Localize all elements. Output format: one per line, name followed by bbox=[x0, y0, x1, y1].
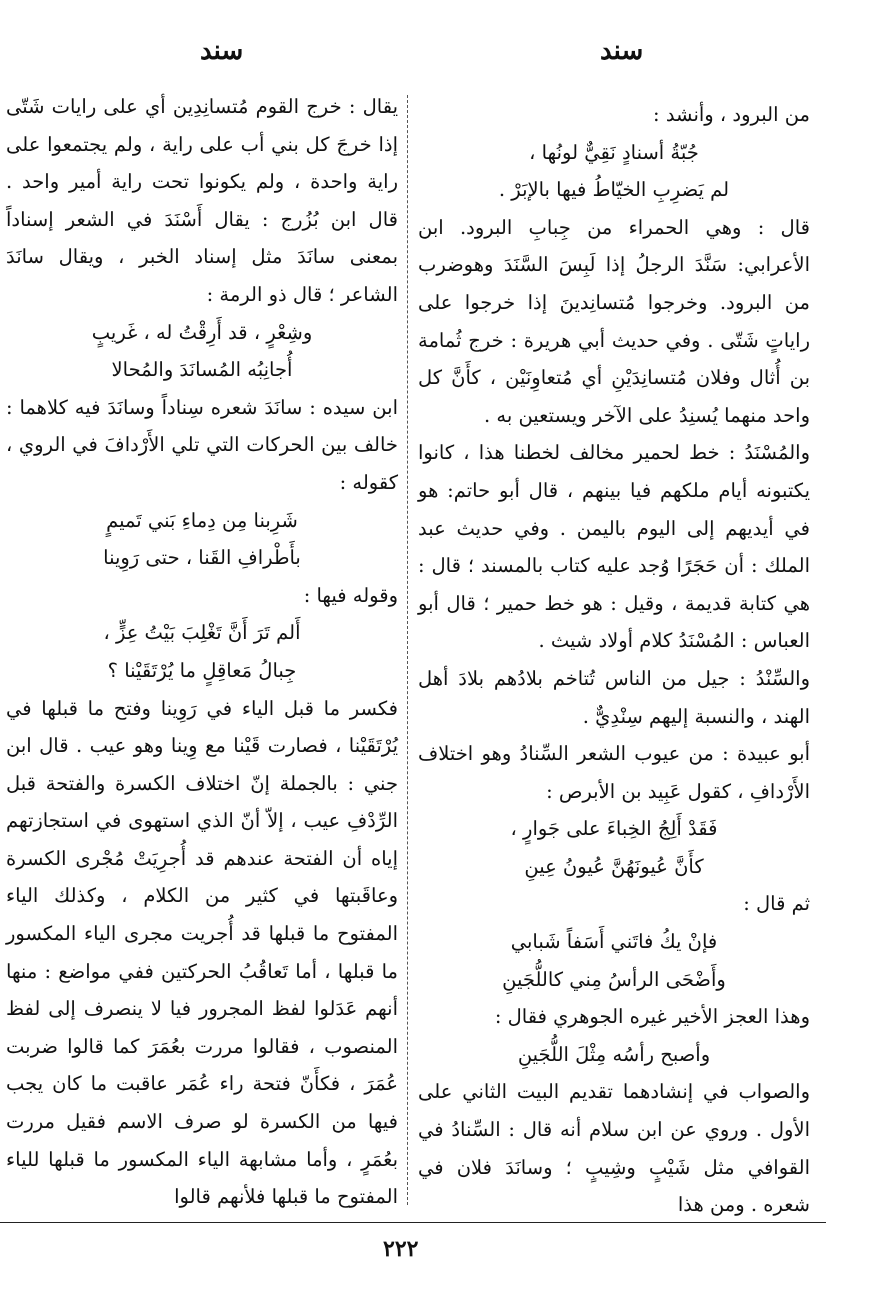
verse-line: وأَضْحَى الرأسُ مِني كاللُّجَينِ bbox=[502, 967, 726, 991]
paragraph: قال : وهي الحمراء من جِبابِ البرود. ابن الأعرابي: سَنَّدَ الرجلُ إذا لَبِسَ السَّنَدَ وهوضرب من البرود. وخرجوا مُتسانِدينَ إذا خرجوا على راياتٍ شَتّى . وفي حديث أبي هريرة : خرج ثُمامة بن أُثال وفلان مُتسانِدَيْنِ أي مُتعاوِنَيْن ، كأَنَّ كل واحد منهما يُسنِدُ على الآخر ويستعين به . bbox=[418, 215, 810, 427]
paragraph: والصواب في إنشادهما تقديم البيت الثاني على الأول . وروي عن ابن سلام أنه قال : السِّنادُ في القوافي مثل شَيْبٍ وشِيبٍ ؛ وسانَدَ فلان في شعره . ومن هذا bbox=[418, 1080, 810, 1217]
verse-line: شَرِبنا مِن دِماءِ بَني تَميمٍ bbox=[106, 508, 298, 532]
verse bbox=[6, 614, 398, 689]
right-column bbox=[418, 96, 810, 1224]
verse-line: وشِعْرٍ ، قد أَرِقْتُ له ، غَريبٍ bbox=[91, 320, 313, 344]
verse bbox=[418, 1036, 810, 1074]
paragraph: وهذا العجز الأخير غيره الجوهري فقال : bbox=[494, 1005, 810, 1029]
verse bbox=[6, 502, 398, 577]
verse-line: لم يَضرِبِ الخيّاطُ فيها بالإبَرْ . bbox=[498, 178, 730, 202]
paragraph: من البرود ، وأنشد : bbox=[653, 103, 810, 126]
header-word-left: سند bbox=[200, 36, 244, 66]
verse bbox=[418, 134, 810, 209]
verse-line: جُبّةُ أسنادٍ نَقِيٌّ لونُها ، bbox=[529, 140, 699, 164]
verse-line: فإنْ يكُ فاتَني أَسَفاً شَبابي bbox=[510, 930, 718, 954]
paragraph: والسِّنْدُ : جيل من الناس تُتاخم بلادُهم بلادَ أهل الهند ، والنسبة إليهم سِنْدِيٌّ . bbox=[418, 666, 810, 728]
verse-line: بأَطْرافِ القَنا ، حتى رَوِينا bbox=[103, 546, 301, 570]
verse-line: أُجانِبُه المُسانَدَ والمُحالا bbox=[111, 358, 293, 382]
paragraph: والمُسْنَدُ : خط لحمير مخالف لخطنا هذا ، كانوا يكتبونه أيام ملكهم فيا بينهم ، قال أبو حاتم: هو في أيديهم إلى اليوم باليمن . وفي حديث عبد الملك : أن حَجَرًا وُجد عليه كتاب بالمسند ؛ قال : هي كتابة قديمة ، وقيل : هو خط حمير ؛ قال أبو العباس : المُسْنَدُ كلام أولاد شيث . bbox=[418, 441, 810, 653]
verse-line: أَلم تَرَ أَنَّ تَغْلِبَ بَيْتُ عِزٍّ ، bbox=[103, 621, 301, 645]
footer-rule bbox=[0, 1222, 826, 1223]
verse bbox=[418, 810, 810, 885]
verse-line: فَقَدْ أَلِجُ الخِباءَ على جَوارٍ ، bbox=[510, 817, 718, 841]
paragraph: فكسر ما قبل الياء في رَوِينا وفتح ما قبلها في يُرْتَقَيْنا ، فصارت قَيْنا مع وِينا وهو عيب . قال ابن جني : بالجملة إنّ اختلاف الكسرة والفتحة قبل الرِّدْفِ عيب ، إلاّ أنّ الذي استهوى في استجازتهم إياه أن الفتحة عندهم قد أُجرِيَتْ مُجْرى الكسرة وعاقَبتها في كثير من الكلام ، وكذلك الياء المفتوح ما قبلها قد أُجريت مجرى الياء المكسور ما قبلها ، أما تَعاقُبُ الحركتين ففي مواضع : منها أنهم عَدَلوا لفظ المجرور فيا لا ينصرف إلى لفظ المنصوب ، فقالوا مررت بعُمَرَ كما قالوا ضربت عُمَرَ ، فكأَنّ فتحة راء عُمَر عاقبت ما كان يجب فيها من الكسرة لو صرف الاسم فقيل مررت بعُمَرٍ ، وأما مشابهة الياء المكسور ما قبلها للياء المفتوح ما قبلها فلأنهم قالوا bbox=[6, 696, 398, 1209]
column-divider bbox=[407, 95, 408, 1205]
verse-line: وأصبح رأسُه مِثْلَ اللُّجَينِ bbox=[517, 1042, 711, 1066]
paragraph: ثم قال : bbox=[743, 892, 810, 916]
page-number: ٢٢٢ bbox=[383, 1236, 419, 1262]
verse bbox=[418, 923, 810, 998]
verse-line: كأَنَّ عُيونَهُنَّ عُيونُ عِينِ bbox=[524, 854, 704, 878]
header-word-right: سند bbox=[600, 36, 644, 66]
paragraph: ابن سيده : سانَدَ شعره سِناداً وسانَدَ فيه كلاهما : خالف بين الحركات التي تلي الأَرْدافَ في الروي ، كقوله : bbox=[6, 395, 398, 494]
paragraph: أبو عبيدة : من عيوب الشعر السِّنادُ وهو اختلاف الأَرْدافِ ، كقول عَبِيد بن الأبرص : bbox=[418, 742, 810, 803]
left-column bbox=[6, 88, 398, 1216]
paragraph: وقوله فيها : bbox=[303, 583, 398, 607]
verse bbox=[6, 314, 398, 389]
verse-line: جِبالُ مَعاقِلٍ ما يُرْتَقَيْنا ؟ bbox=[107, 658, 297, 682]
paragraph: يقال : خرج القوم مُتسانِدِين أي على رايات شَتّى إذا خرجَ كل بني أب على راية ، ولم يجتمعوا على راية واحدة ، ولم يكونوا تحت راية أمير واحد . قال ابن بُزُرج : يقال أَسْنَدَ في الشعر إسناداً بمعنى سانَدَ مثل إسناد الخبر ، ويقال سانَدَ الشاعر ؛ قال ذو الرمة : bbox=[6, 95, 398, 306]
